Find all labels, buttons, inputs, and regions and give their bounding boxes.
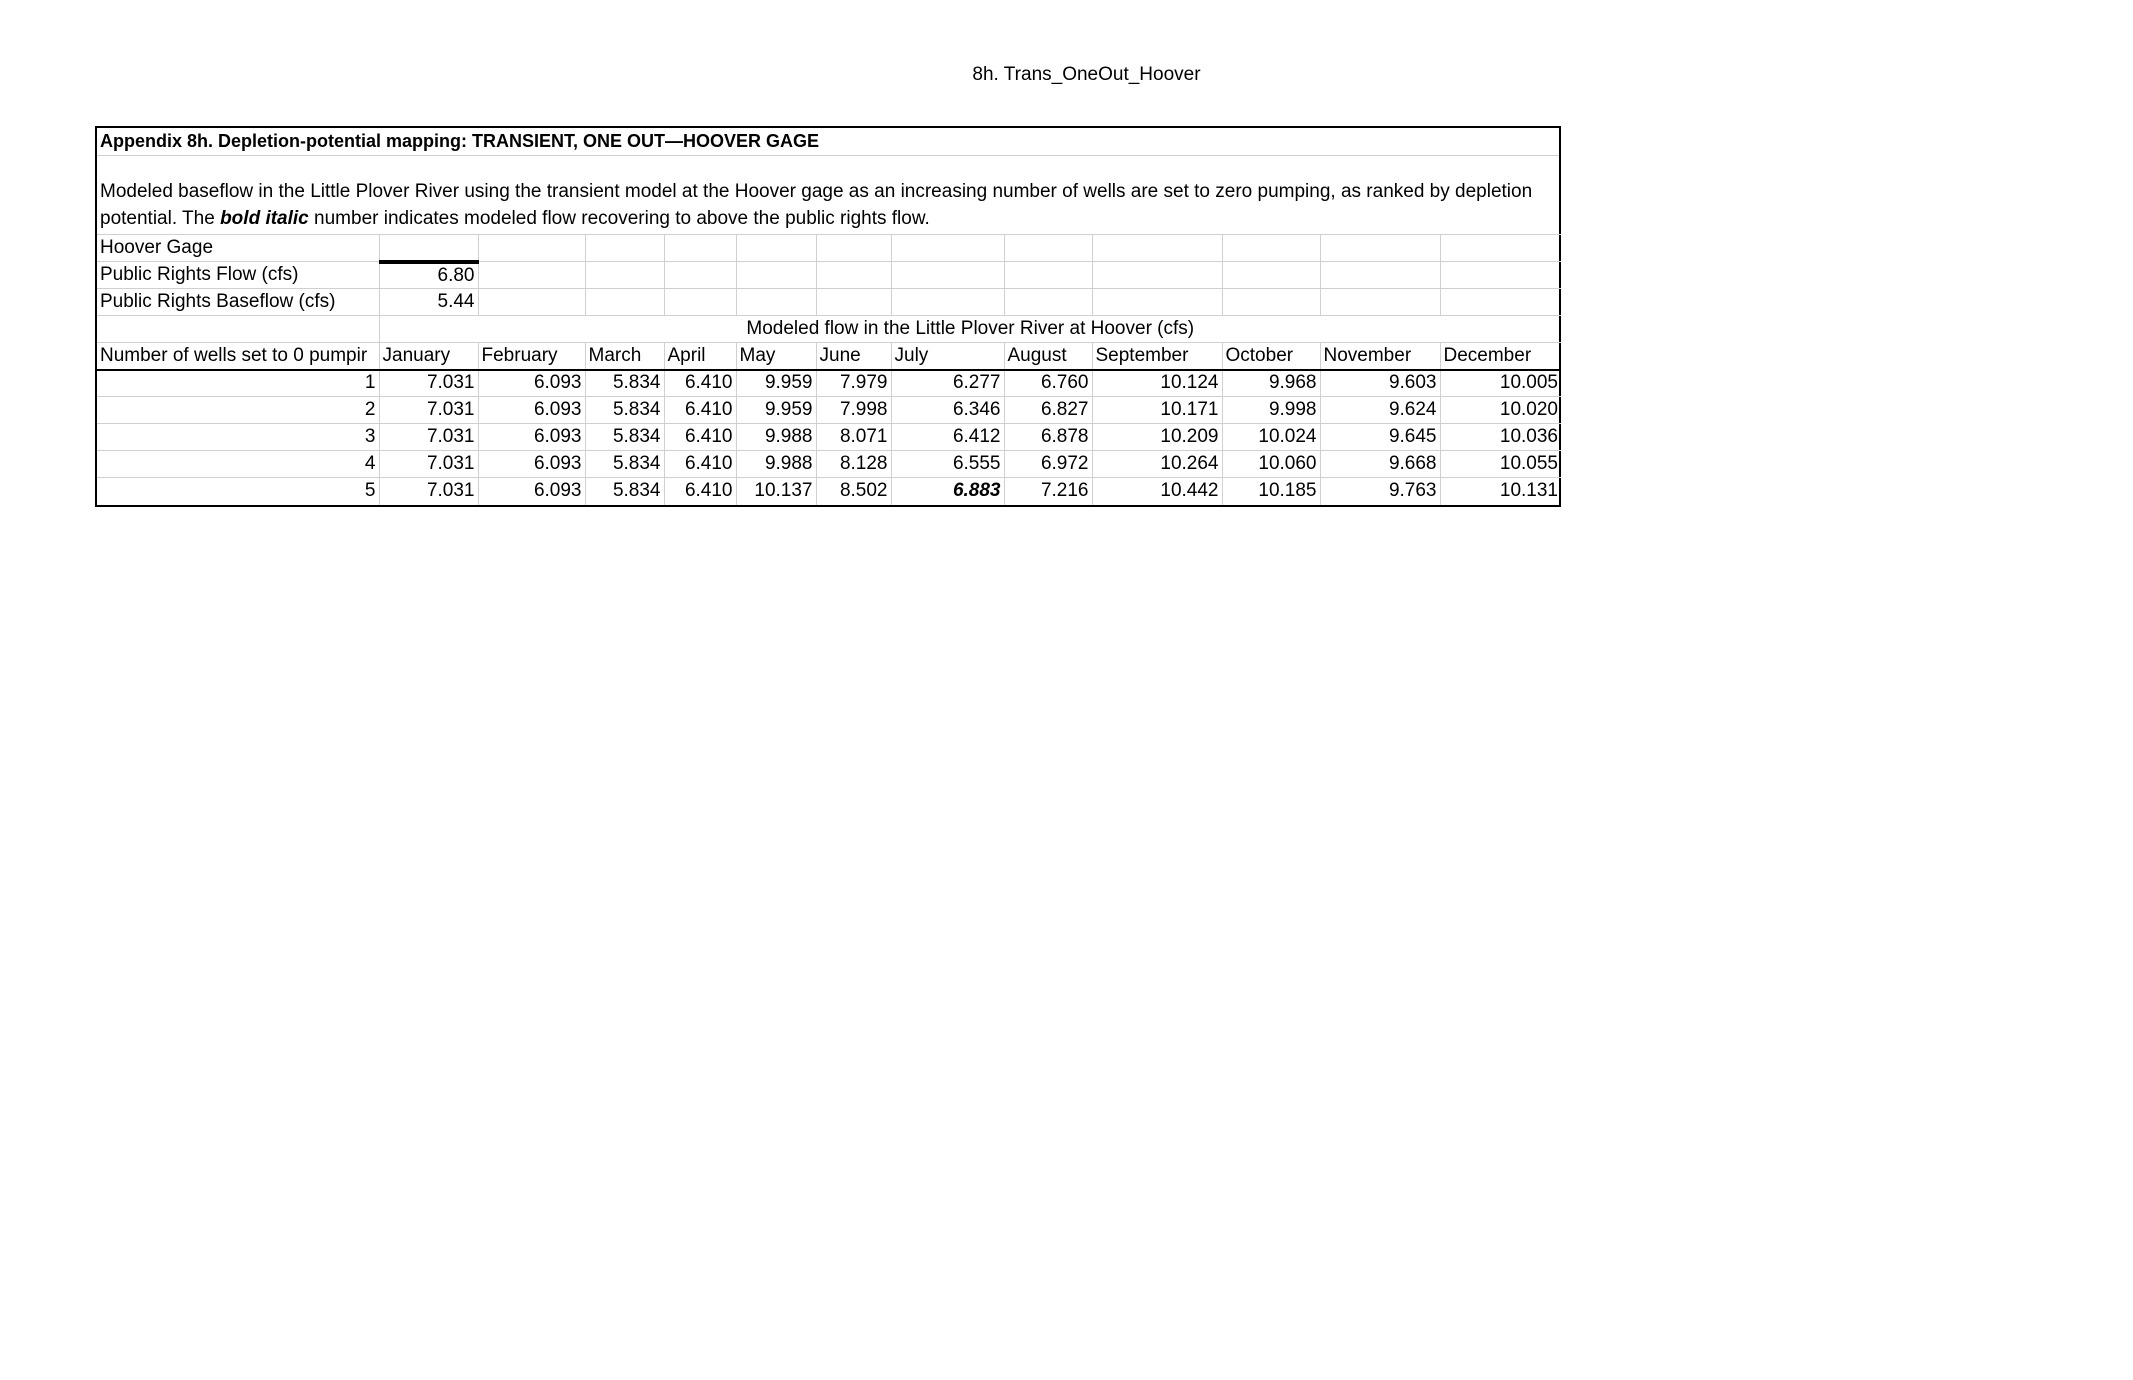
flow-value: 6.878 — [1004, 424, 1092, 451]
flow-value: 7.998 — [816, 397, 891, 424]
flow-value: 6.093 — [478, 370, 585, 397]
flow-value: 8.128 — [816, 451, 891, 478]
month-header: November — [1320, 343, 1440, 370]
flow-value: 5.834 — [585, 451, 664, 478]
month-header: February — [478, 343, 585, 370]
flow-value: 6.410 — [664, 424, 736, 451]
month-header: July — [891, 343, 1004, 370]
flow-value: 6.760 — [1004, 370, 1092, 397]
flow-value: 7.031 — [379, 370, 478, 397]
gage-row — [97, 235, 1561, 262]
flow-value: 6.410 — [664, 451, 736, 478]
flow-value: 6.410 — [664, 370, 736, 397]
public-rights-flow-row — [97, 262, 1561, 289]
flow-value: 6.093 — [478, 424, 585, 451]
flow-value: 10.005 — [1440, 370, 1561, 397]
month-header: August — [1004, 343, 1092, 370]
public-rights-flow-label: Public Rights Flow (cfs) — [97, 262, 379, 289]
month-header: April — [664, 343, 736, 370]
flow-value: 9.603 — [1320, 370, 1440, 397]
flow-value: 9.645 — [1320, 424, 1440, 451]
flow-value: 5.834 — [585, 370, 664, 397]
flow-value: 7.216 — [1004, 478, 1092, 505]
flow-value: 8.502 — [816, 478, 891, 505]
flow-value: 7.979 — [816, 370, 891, 397]
flow-value: 9.968 — [1222, 370, 1320, 397]
description-bold-italic: bold italic — [220, 208, 309, 229]
flow-value: 6.093 — [478, 451, 585, 478]
flow-value: 7.031 — [379, 478, 478, 505]
description-part2: number indicates modeled flow recovering to above the public rights flow. — [308, 208, 930, 229]
flow-value: 7.031 — [379, 424, 478, 451]
month-header: October — [1222, 343, 1320, 370]
modeled-flow-label-row — [97, 316, 1561, 343]
table-row — [97, 370, 1561, 397]
flow-value: 6.827 — [1004, 397, 1092, 424]
wells-count: 4 — [97, 451, 379, 478]
flow-value: 6.277 — [891, 370, 1004, 397]
flow-value: 10.020 — [1440, 397, 1561, 424]
month-header-row — [97, 343, 1561, 370]
wells-count: 2 — [97, 397, 379, 424]
flow-value: 9.998 — [1222, 397, 1320, 424]
flow-value: 5.834 — [585, 424, 664, 451]
wells-count: 1 — [97, 370, 379, 397]
appendix-title: Appendix 8h. Depletion-potential mapping: TRANSIENT, ONE OUT—HOOVER GAGE — [97, 128, 1559, 156]
flow-value: 6.883 — [891, 478, 1004, 505]
table-row — [97, 424, 1561, 451]
flow-value: 10.036 — [1440, 424, 1561, 451]
flow-value: 9.624 — [1320, 397, 1440, 424]
flow-value: 6.093 — [478, 397, 585, 424]
flow-value: 8.071 — [816, 424, 891, 451]
month-header: September — [1092, 343, 1222, 370]
public-rights-baseflow-value: 5.44 — [379, 289, 478, 316]
description-part1: Modeled baseflow in the Little Plover River using the transient model at the Hoover gage as an increasing number of wells are set to zero pumping, as ranked by depletion potential. The — [100, 181, 1533, 229]
flow-value: 10.024 — [1222, 424, 1320, 451]
public-rights-baseflow-label: Public Rights Baseflow (cfs) — [97, 289, 379, 316]
public-rights-flow-value: 6.80 — [379, 262, 478, 289]
flow-value: 9.668 — [1320, 451, 1440, 478]
flow-value: 6.410 — [664, 397, 736, 424]
month-header: December — [1440, 343, 1561, 370]
row-header: Number of wells set to 0 pumpir — [97, 343, 379, 370]
flow-value: 7.031 — [379, 397, 478, 424]
flow-value: 9.959 — [736, 397, 816, 424]
table-row — [97, 397, 1561, 424]
public-rights-baseflow-row — [97, 289, 1561, 316]
month-header: June — [816, 343, 891, 370]
flow-value: 6.972 — [1004, 451, 1092, 478]
wells-count: 3 — [97, 424, 379, 451]
flow-value: 6.346 — [891, 397, 1004, 424]
flow-value: 9.988 — [736, 424, 816, 451]
flow-value: 9.959 — [736, 370, 816, 397]
flow-value: 6.412 — [891, 424, 1004, 451]
flow-value: 9.763 — [1320, 478, 1440, 505]
flow-value: 10.209 — [1092, 424, 1222, 451]
flow-value: 5.834 — [585, 478, 664, 505]
flow-value: 10.137 — [736, 478, 816, 505]
flow-value: 9.988 — [736, 451, 816, 478]
table-row — [97, 478, 1561, 505]
flow-value: 10.124 — [1092, 370, 1222, 397]
flow-value: 6.410 — [664, 478, 736, 505]
month-header: March — [585, 343, 664, 370]
flow-value: 10.060 — [1222, 451, 1320, 478]
month-header: January — [379, 343, 478, 370]
page-header: 8h. Trans_OneOut_Hoover — [972, 64, 1201, 85]
flow-value: 10.442 — [1092, 478, 1222, 505]
flow-value: 6.555 — [891, 451, 1004, 478]
description — [97, 156, 1559, 234]
flow-table — [97, 234, 1561, 505]
month-header: May — [736, 343, 816, 370]
table-row — [97, 451, 1561, 478]
flow-value: 7.031 — [379, 451, 478, 478]
flow-value: 10.055 — [1440, 451, 1561, 478]
flow-value: 10.171 — [1092, 397, 1222, 424]
flow-value: 10.131 — [1440, 478, 1561, 505]
flow-value: 10.185 — [1222, 478, 1320, 505]
flow-value: 6.093 — [478, 478, 585, 505]
wells-count: 5 — [97, 478, 379, 505]
gage-label: Hoover Gage — [97, 235, 379, 262]
spreadsheet — [95, 126, 1561, 507]
flow-value: 10.264 — [1092, 451, 1222, 478]
modeled-flow-label: Modeled flow in the Little Plover River at Hoover (cfs) — [379, 316, 1561, 343]
flow-value: 5.834 — [585, 397, 664, 424]
